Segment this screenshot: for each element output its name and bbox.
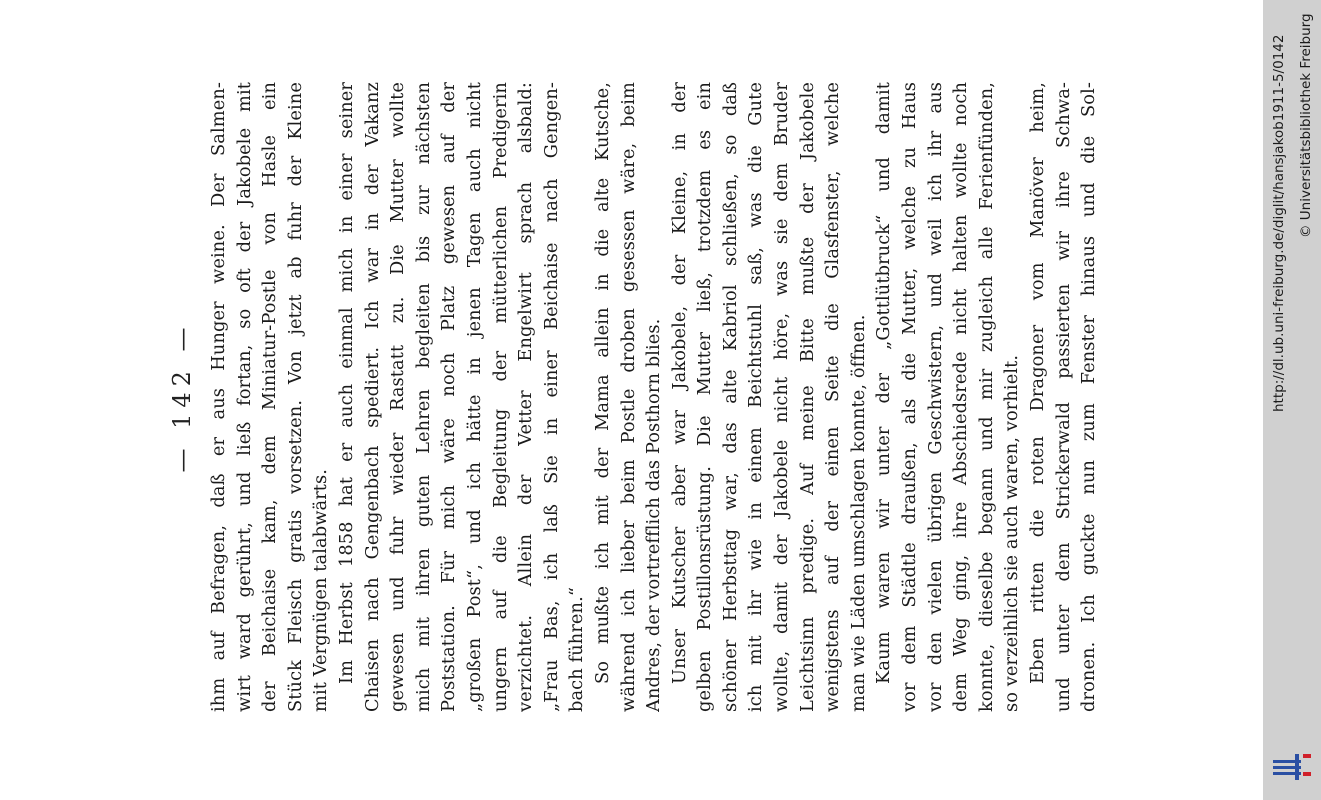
page-text — [206, 82, 1102, 712]
text-line: konnte, dieselbe begann und mir zugleich alle Ferienfünden, — [975, 82, 997, 712]
text-line: mit Vergnügen talabwärts. — [310, 468, 332, 712]
text-line: verzichtet. Allein der Vetter Engelwirt sprach alsbald: — [515, 82, 537, 712]
text-line: und unter dem Strickerwald passierten wir ihre Schwa- — [1052, 82, 1074, 712]
text-line: Stück Fleisch gratis vorsetzen. Von jetzt ab fuhr der Kleine — [284, 82, 306, 712]
text-line: vor dem Städtle draußen, als die Mutter, welche zu Haus — [899, 82, 921, 712]
text-line: gewesen und fuhr wieder Rastatt zu. Die Mutter wollte — [387, 82, 409, 712]
text-line: während ich lieber beim Postle droben gesessen wäre, beim — [617, 82, 639, 712]
text-line: schöner Herbsttag war, das alte Kabriol schließen, so daß — [719, 82, 741, 712]
text-line: so verzeihlich sie auch waren, vorhielt. — [1001, 354, 1023, 712]
text-line: ich mit ihr wie in einem Beichtstuhl saß, was die Gute — [745, 82, 767, 712]
permalink-url[interactable]: http://dl.ub.uni-freiburg.de/diglit/hansjakob1911-5/0142 — [1271, 34, 1287, 412]
text-line: Kaum waren wir unter der „Gottlütbruck“ und damit — [873, 82, 895, 684]
text-line: Andres, der vortrefflich das Posthorn blies. — [643, 318, 665, 712]
text-line: dronen. Ich guckte nun zum Fenster hinaus und die Sol- — [1078, 82, 1100, 712]
text-line: Poststation. Für mich wäre noch Platz gewesen auf der — [438, 82, 460, 712]
text-line: dem Weg ging, ihre Abschiedsrede nicht halten wollte noch — [950, 82, 972, 712]
text-line: mich mit ihren guten Lehren begleiten bis zur nächsten — [412, 82, 434, 712]
text-line: vor den vielen übrigen Geschwistern, und weil ich ihr aus — [924, 82, 946, 712]
copyright-notice: © Universitätsbibliothek Freiburg — [1298, 13, 1314, 238]
text-line: So mußte ich mit der Mama allein in die alte Kutsche, — [591, 82, 613, 684]
text-line: bach führen.“ — [566, 586, 588, 712]
text-line: Leichtsinn predige. Auf meine Bitte mußte der Jakobele — [796, 82, 818, 712]
text-line: der Beichaise kam, dem Miniatur-Postle von Hasle ein — [259, 82, 281, 712]
text-line: Unser Kutscher aber war Jakobele, der Kleine, in der — [668, 82, 690, 684]
text-line: Chaisen nach Gengenbach spediert. Ich war in der Vakanz — [361, 82, 383, 712]
page-number: — 142 — — [168, 321, 196, 473]
text-line: „großen Post“, und ich hätte in jenen Tagen auch nicht — [463, 82, 485, 712]
ub-freiburg-logo-icon — [1273, 750, 1313, 782]
text-line: wenigstens auf der einen Seite die Glasfenster, welche — [822, 82, 844, 712]
text-line: wirt ward gerührt, und ließ fortan, so oft der Jakobele mit — [233, 82, 255, 712]
text-line: ungern auf die Begleitung der mütterlichen Predigerin — [489, 82, 511, 712]
text-line: man wie Läden umschlagen konnte, öffnen. — [847, 314, 869, 712]
text-line: „Frau Bas, ich laß Sie in einer Beichaise nach Gengen- — [540, 82, 562, 712]
text-line: Eben ritten die roten Dragoner vom Manöver heim, — [1027, 82, 1048, 684]
scanned-page — [158, 82, 1100, 712]
text-line: ihm auf Befragen, daß er aus Hunger weine. Der Salmen- — [208, 82, 229, 712]
text-line: gelben Postillonsrüstung. Die Mutter ließ, trotzdem es ein — [694, 82, 716, 712]
text-line: wollte, damit der Jakobele nicht höre, was sie dem Bruder — [771, 82, 793, 712]
text-line: Im Herbst 1858 hat er auch einmal mich in einer seiner — [335, 82, 357, 684]
